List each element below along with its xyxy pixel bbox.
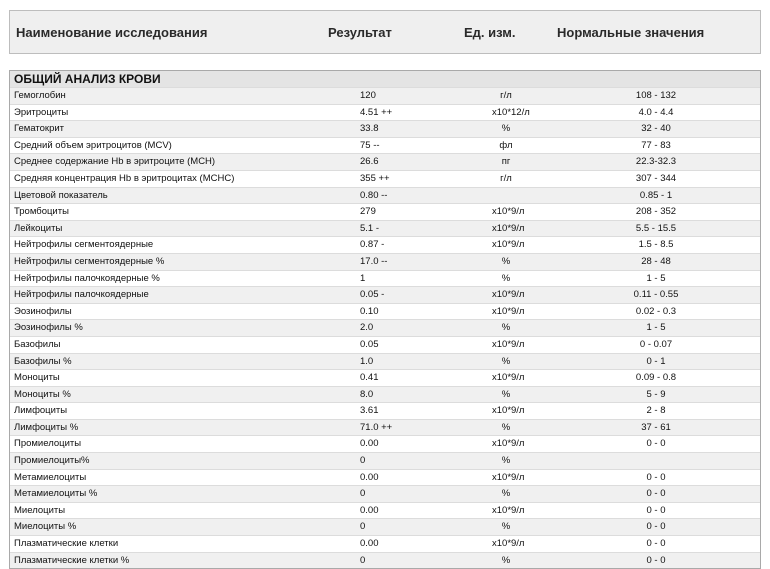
test-result: 33.8 <box>360 123 379 135</box>
test-unit: % <box>501 554 511 566</box>
test-norm: 0 - 0 <box>646 554 666 566</box>
table-row <box>10 120 760 137</box>
test-name: Эозинофилы % <box>14 322 83 334</box>
test-result: 71.0 ++ <box>360 421 393 433</box>
test-norm: 108 - 132 <box>635 90 677 101</box>
test-result: 0.05 <box>360 338 379 350</box>
test-unit: x10*9/л <box>492 338 525 350</box>
test-result: 120 <box>360 90 376 101</box>
test-norm: 1 - 5 <box>646 272 666 284</box>
test-unit: x10*9/л <box>492 206 525 218</box>
test-unit: x10*9/л <box>492 471 525 483</box>
test-result: 0.00 <box>360 504 379 516</box>
test-result: 4.51 ++ <box>360 106 393 118</box>
test-result: 5.1 - <box>360 222 380 234</box>
test-result: 0.05 - <box>360 289 385 301</box>
test-result: 279 <box>360 206 376 218</box>
test-norm: 307 - 344 <box>635 172 677 184</box>
section-title: ОБЩИЙ АНАЛИЗ КРОВИ <box>10 71 760 87</box>
test-unit: % <box>501 521 511 533</box>
test-result: 0.41 <box>360 372 379 384</box>
table-row <box>10 502 760 519</box>
test-unit: пг <box>501 156 511 168</box>
test-norm: 0 - 0 <box>646 504 666 516</box>
test-name: Цветовой показатель <box>14 189 108 201</box>
test-norm: 1 - 5 <box>646 322 666 334</box>
table-row <box>10 187 760 204</box>
test-name: Промиелоциты% <box>14 455 90 467</box>
header-unit: Ед. изм. <box>464 25 516 40</box>
test-unit: x10*9/л <box>492 239 525 251</box>
test-norm: 0.85 - 1 <box>639 189 673 201</box>
test-result: 0 <box>360 521 366 533</box>
test-norm: 5.5 - 15.5 <box>635 222 677 234</box>
table-row <box>10 369 760 386</box>
test-norm: 32 - 40 <box>641 123 671 135</box>
test-norm: 5 - 9 <box>646 388 666 400</box>
test-name: Миелоциты % <box>14 521 77 533</box>
test-name: Лимфоциты <box>14 405 68 417</box>
header-result: Результат <box>328 25 392 40</box>
table-row <box>10 435 760 452</box>
table-row <box>10 485 760 502</box>
test-unit: % <box>501 421 511 433</box>
test-unit: x10*9/л <box>492 405 525 417</box>
test-norm: 1.5 - 8.5 <box>638 239 674 251</box>
test-result: 75 -- <box>360 139 380 151</box>
table-row <box>10 402 760 419</box>
header-name: Наименование исследования <box>16 25 208 40</box>
test-name: Средний объем эритроцитов (MCV) <box>14 139 172 151</box>
test-unit: % <box>501 255 511 267</box>
test-unit: % <box>501 272 511 284</box>
test-norm: 0.11 - 0.55 <box>633 289 679 301</box>
test-unit: x10*9/л <box>492 538 525 550</box>
table-row <box>10 270 760 287</box>
table-row <box>10 203 760 220</box>
test-result: 2.0 <box>360 322 374 334</box>
test-norm: 0 - 0 <box>646 488 666 500</box>
table-row <box>10 153 760 170</box>
test-result: 0.00 <box>360 438 379 450</box>
test-name: Нейтрофилы палочкоядерные % <box>14 272 160 284</box>
table-row <box>10 104 760 121</box>
test-name: Плазматические клетки % <box>14 554 130 566</box>
test-name: Миелоциты <box>14 504 66 516</box>
table-row <box>10 220 760 237</box>
test-name: Моноциты % <box>14 388 71 400</box>
test-norm: 2 - 8 <box>646 405 666 417</box>
test-norm: 0 - 0 <box>646 521 666 533</box>
test-norm: 0.09 - 0.8 <box>635 372 677 384</box>
test-unit: % <box>501 488 511 500</box>
test-norm: 37 - 61 <box>641 421 671 433</box>
test-norm: 0 - 0.07 <box>639 338 673 350</box>
table-row <box>10 469 760 486</box>
table-row <box>10 170 760 187</box>
test-unit: x10*9/л <box>492 438 525 450</box>
test-norm: 28 - 48 <box>641 255 671 267</box>
table-row <box>10 386 760 403</box>
table-row <box>10 253 760 270</box>
test-name: Среднее содержание Hb в эритроците (MCH) <box>14 156 216 168</box>
table-row <box>10 87 760 104</box>
test-name: Нейтрофилы сегментоядерные % <box>14 255 165 267</box>
test-name: Промиелоциты <box>14 438 82 450</box>
test-name: Метамиелоциты <box>14 471 87 483</box>
test-result: 0.80 -- <box>360 189 388 201</box>
test-name: Средняя концентрация Hb в эритроцитах (MCHC) <box>14 172 235 184</box>
test-name: Эритроциты <box>14 106 69 118</box>
test-norm: 77 - 83 <box>641 139 671 151</box>
test-unit: x10*9/л <box>492 372 525 384</box>
table-row <box>10 552 760 569</box>
table-row <box>10 286 760 303</box>
test-unit: x10*12/л <box>492 106 530 118</box>
test-result: 0 <box>360 488 366 500</box>
test-norm: 4.0 - 4.4 <box>638 106 674 118</box>
test-unit: x10*9/л <box>492 222 525 234</box>
table-row <box>10 236 760 253</box>
test-result: 17.0 -- <box>360 255 388 267</box>
table-row <box>10 303 760 320</box>
test-name: Лейкоциты <box>14 222 63 234</box>
test-result: 3.61 <box>360 405 379 417</box>
test-norm: 0 - 1 <box>646 355 666 367</box>
results-table <box>10 87 760 568</box>
test-result: 8.0 <box>360 388 374 400</box>
test-name: Метамиелоциты % <box>14 488 98 500</box>
test-norm: 0 - 0 <box>646 471 666 483</box>
test-name: Эозинофилы <box>14 305 72 317</box>
test-norm: 0 - 0 <box>646 438 666 450</box>
test-unit: % <box>501 123 511 135</box>
table-row <box>10 419 760 436</box>
test-name: Плазматические клетки <box>14 538 119 550</box>
test-unit: x10*9/л <box>492 289 525 301</box>
test-name: Тромбоциты <box>14 206 69 218</box>
test-unit: % <box>501 388 511 400</box>
table-row <box>10 518 760 535</box>
test-unit: фл <box>499 139 513 151</box>
test-result: 0.87 - <box>360 239 385 251</box>
header-norm: Нормальные значения <box>557 25 705 40</box>
test-name: Лимфоциты % <box>14 421 79 433</box>
test-result: 1 <box>360 272 366 284</box>
test-unit: % <box>501 355 511 367</box>
test-unit: % <box>501 455 511 467</box>
test-name: Нейтрофилы палочкоядерные <box>14 289 149 301</box>
test-result: 26.6 <box>360 156 379 168</box>
test-norm: 208 - 352 <box>635 206 677 218</box>
test-name: Базофилы <box>14 338 61 350</box>
test-unit: x10*9/л <box>492 504 525 516</box>
test-norm: 0 - 0 <box>646 538 666 550</box>
table-row <box>10 319 760 336</box>
table-row <box>10 452 760 469</box>
test-result: 355 ++ <box>360 172 390 184</box>
test-name: Базофилы % <box>14 355 72 367</box>
test-norm: 0.02 - 0.3 <box>635 305 677 317</box>
blood-test-section <box>9 70 761 569</box>
table-row <box>10 137 760 154</box>
table-row <box>10 353 760 370</box>
test-unit: г/л <box>500 172 512 184</box>
test-name: Гемоглобин <box>14 90 66 101</box>
test-result: 0.10 <box>360 305 379 317</box>
test-name: Нейтрофилы сегментоядерные <box>14 239 154 251</box>
test-name: Гематокрит <box>14 123 65 135</box>
table-header <box>9 10 761 54</box>
test-norm: 22.3-32.3 <box>635 156 677 168</box>
test-result: 0.00 <box>360 538 379 550</box>
test-result: 0.00 <box>360 471 379 483</box>
test-name: Моноциты <box>14 372 60 384</box>
test-unit: г/л <box>500 90 512 101</box>
test-unit: x10*9/л <box>492 305 525 317</box>
table-row <box>10 535 760 552</box>
test-unit: % <box>501 322 511 334</box>
test-result: 1.0 <box>360 355 374 367</box>
table-row <box>10 336 760 353</box>
test-result: 0 <box>360 554 366 566</box>
test-result: 0 <box>360 455 366 467</box>
